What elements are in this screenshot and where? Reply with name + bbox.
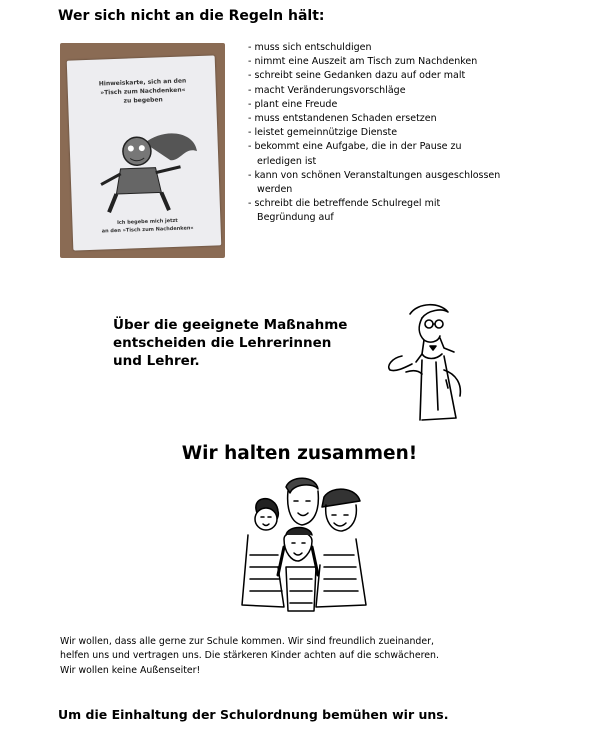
hint-card-footer-line: an den »Tisch zum Nachdenken« [101,225,194,235]
list-item: erledigen ist [248,155,317,167]
list-item: - schreibt die betreffende Schulregel mit [248,198,441,210]
hint-card-footer [92,216,202,236]
list-item: - muss sich entschuldigen [248,42,372,53]
list-item: - nimmt eine Auszeit am Tisch zum Nachdenken [248,56,478,68]
hint-card [67,55,222,250]
list-item: - macht Veränderungsvorschläge [248,84,406,96]
together-heading: Wir halten zusammen! [181,443,418,464]
hint-card-title-line: zu begeben [123,96,163,105]
community-paragraph [60,635,530,678]
list-item: - bekommt eine Aufgabe, die in der Pause zu [248,141,462,153]
consequences-list [248,41,588,226]
list-item: werden [248,184,293,196]
decision-text [113,316,347,370]
hint-card-title-line: »Tisch zum Nachdenken« [100,86,186,97]
teacher-illustration [382,300,474,424]
list-item: - schreibt seine Gedanken dazu auf oder malt [248,70,466,82]
paragraph-line: Wir wollen keine Außenseiter! [60,664,201,676]
list-item: - plant eine Freude [248,98,338,110]
list-item: - kann von schönen Veranstaltungen ausgeschlossen [248,169,501,181]
decision-line: und Lehrer. [113,353,200,369]
thinking-figure-illustration [84,121,207,215]
paragraph-line: Wir wollen, dass alle gerne zur Schule kommen. Wir sind freundlich zueinander, [60,636,434,647]
paragraph-line: helfen uns und vertragen uns. Die stärkeren Kinder achten auf die schwächeren. [60,650,439,662]
hint-card-photo [60,43,225,258]
list-item: Begründung auf [248,212,334,224]
list-item: - muss entstandenen Schaden ersetzen [248,113,437,125]
rules-heading: Wer sich nicht an die Regeln hält: [58,8,325,24]
hint-card-footer-line: Ich begebe mich jetzt [116,217,178,226]
closing-statement: Um die Einhaltung der Schulordnung bemühen wir uns. [58,707,449,722]
hint-card-title-line: Hinweiskarte, sich an den [98,77,187,88]
children-group-illustration [228,475,376,615]
hint-card-title [77,76,208,108]
decision-line: Über die geeignete Maßnahme [113,317,348,333]
decision-line: entscheiden die Lehrerinnen [113,335,332,351]
list-item: - leistet gemeinnützige Dienste [248,127,398,139]
